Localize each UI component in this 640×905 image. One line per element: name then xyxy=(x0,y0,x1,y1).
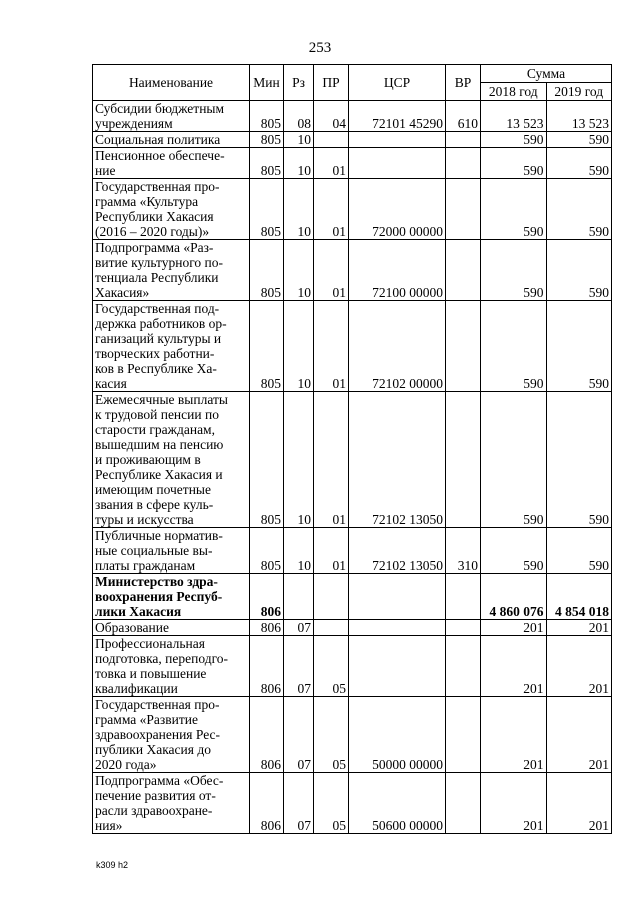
header-min: Мин xyxy=(250,65,284,101)
row-vr xyxy=(446,620,481,636)
row-sum-2018: 590 xyxy=(481,240,547,301)
row-min: 805 xyxy=(250,528,284,574)
header-sum: Сумма xyxy=(481,65,612,83)
row-csr: 72100 00000 xyxy=(349,240,446,301)
row-pr: 05 xyxy=(314,636,349,697)
row-vr xyxy=(446,773,481,834)
row-min: 805 xyxy=(250,392,284,528)
row-sum-2019: 201 xyxy=(546,620,612,636)
row-pr: 01 xyxy=(314,528,349,574)
row-sum-2019: 201 xyxy=(546,697,612,773)
row-min: 805 xyxy=(250,148,284,179)
row-vr xyxy=(446,697,481,773)
row-rz xyxy=(284,574,314,620)
table-row xyxy=(93,132,612,148)
row-sum-2019: 590 xyxy=(546,179,612,240)
row-sum-2018: 590 xyxy=(481,301,547,392)
table-row xyxy=(93,528,612,574)
row-rz: 07 xyxy=(284,697,314,773)
header-csr: ЦСР xyxy=(349,65,446,101)
row-csr xyxy=(349,620,446,636)
header-year-2018: 2018 год xyxy=(481,83,547,101)
row-pr: 05 xyxy=(314,697,349,773)
row-sum-2018: 13 523 xyxy=(481,101,547,132)
row-vr: 310 xyxy=(446,528,481,574)
row-csr xyxy=(349,636,446,697)
table-row xyxy=(93,636,612,697)
row-pr: 01 xyxy=(314,392,349,528)
table-body xyxy=(93,101,612,834)
row-min: 805 xyxy=(250,132,284,148)
row-csr xyxy=(349,132,446,148)
header-vr: ВР xyxy=(446,65,481,101)
table-row xyxy=(93,574,612,620)
row-rz: 07 xyxy=(284,773,314,834)
row-csr: 50000 00000 xyxy=(349,697,446,773)
row-name: Подпрограмма «Обес- печение развития от- расли здравоохране- ния» xyxy=(93,773,250,834)
row-sum-2018: 201 xyxy=(481,620,547,636)
row-sum-2019: 590 xyxy=(546,301,612,392)
row-sum-2018: 590 xyxy=(481,528,547,574)
row-pr xyxy=(314,132,349,148)
row-vr xyxy=(446,392,481,528)
row-min: 805 xyxy=(250,301,284,392)
row-min: 805 xyxy=(250,179,284,240)
row-csr: 72102 13050 xyxy=(349,392,446,528)
row-sum-2018: 590 xyxy=(481,148,547,179)
row-name: Министерство здра- воохранения Респуб- лики Хакасия xyxy=(93,574,250,620)
row-vr xyxy=(446,301,481,392)
header-name: Наименование xyxy=(93,65,250,101)
row-rz: 10 xyxy=(284,301,314,392)
table-row xyxy=(93,773,612,834)
row-name: Подпрограмма «Раз- витие культурного по- тенциала Республики Хакасия» xyxy=(93,240,250,301)
row-pr: 01 xyxy=(314,148,349,179)
table-row xyxy=(93,240,612,301)
header-year-2019: 2019 год xyxy=(546,83,612,101)
row-name: Образование xyxy=(93,620,250,636)
row-csr xyxy=(349,574,446,620)
row-sum-2019: 201 xyxy=(546,636,612,697)
row-min: 806 xyxy=(250,620,284,636)
row-name: Субсидии бюджетным учреждениям xyxy=(93,101,250,132)
row-sum-2018: 201 xyxy=(481,636,547,697)
row-csr: 72102 13050 xyxy=(349,528,446,574)
budget-table xyxy=(92,64,612,834)
row-name: Публичные норматив- ные социальные вы- платы гражданам xyxy=(93,528,250,574)
row-pr: 05 xyxy=(314,773,349,834)
row-sum-2018: 201 xyxy=(481,697,547,773)
row-name: Ежемесячные выплаты к трудовой пенсии по старости гражданам, вышедшим на пенсию и проживающим в Республике Хакасия и имеющим почетные звания в сфере куль- туры и искусства xyxy=(93,392,250,528)
row-vr xyxy=(446,148,481,179)
row-min: 805 xyxy=(250,240,284,301)
row-csr: 72000 00000 xyxy=(349,179,446,240)
row-min: 806 xyxy=(250,773,284,834)
table-row xyxy=(93,179,612,240)
row-sum-2019: 13 523 xyxy=(546,101,612,132)
table-row xyxy=(93,620,612,636)
row-pr: 04 xyxy=(314,101,349,132)
row-sum-2019: 590 xyxy=(546,148,612,179)
row-csr xyxy=(349,148,446,179)
row-rz: 07 xyxy=(284,620,314,636)
row-pr xyxy=(314,574,349,620)
row-vr: 610 xyxy=(446,101,481,132)
row-rz: 10 xyxy=(284,132,314,148)
row-min: 805 xyxy=(250,101,284,132)
row-sum-2018: 590 xyxy=(481,392,547,528)
row-rz: 10 xyxy=(284,392,314,528)
row-vr xyxy=(446,132,481,148)
row-sum-2019: 201 xyxy=(546,773,612,834)
row-csr: 50600 00000 xyxy=(349,773,446,834)
row-vr xyxy=(446,240,481,301)
row-sum-2019: 590 xyxy=(546,528,612,574)
row-csr: 72101 45290 xyxy=(349,101,446,132)
row-vr xyxy=(446,574,481,620)
row-vr xyxy=(446,636,481,697)
row-name: Социальная политика xyxy=(93,132,250,148)
row-rz: 08 xyxy=(284,101,314,132)
header-rz: Рз xyxy=(284,65,314,101)
header-pr: ПР xyxy=(314,65,349,101)
row-vr xyxy=(446,179,481,240)
row-rz: 10 xyxy=(284,148,314,179)
row-pr: 01 xyxy=(314,301,349,392)
table-header xyxy=(93,65,612,101)
row-min: 806 xyxy=(250,574,284,620)
row-name: Государственная про- грамма «Развитие здравоохранения Рес- публики Хакасия до 2020 года» xyxy=(93,697,250,773)
row-min: 806 xyxy=(250,697,284,773)
row-name: Пенсионное обеспече- ние xyxy=(93,148,250,179)
table-row xyxy=(93,301,612,392)
row-csr: 72102 00000 xyxy=(349,301,446,392)
row-sum-2018: 201 xyxy=(481,773,547,834)
row-sum-2019: 590 xyxy=(546,392,612,528)
row-rz: 10 xyxy=(284,528,314,574)
row-sum-2018: 590 xyxy=(481,179,547,240)
row-sum-2019: 590 xyxy=(546,240,612,301)
page-number: 253 xyxy=(308,40,332,56)
row-sum-2018: 590 xyxy=(481,132,547,148)
row-rz: 10 xyxy=(284,179,314,240)
row-rz: 10 xyxy=(284,240,314,301)
row-min: 806 xyxy=(250,636,284,697)
table-row xyxy=(93,697,612,773)
footer-code: k309 h2 xyxy=(96,860,129,870)
table-row xyxy=(93,101,612,132)
row-rz: 07 xyxy=(284,636,314,697)
row-pr: 01 xyxy=(314,240,349,301)
table-row xyxy=(93,392,612,528)
table-row xyxy=(93,148,612,179)
row-pr: 01 xyxy=(314,179,349,240)
row-name: Государственная про- грамма «Культура Республики Хакасия (2016 – 2020 годы)» xyxy=(93,179,250,240)
row-name: Профессиональная подготовка, переподго- товка и повышение квалификации xyxy=(93,636,250,697)
row-name: Государственная под- держка работников ор- ганизаций культуры и творческих работни- ков в Республике Ха- касия xyxy=(93,301,250,392)
row-pr xyxy=(314,620,349,636)
row-sum-2018: 4 860 076 xyxy=(481,574,547,620)
row-sum-2019: 590 xyxy=(546,132,612,148)
row-sum-2019: 4 854 018 xyxy=(546,574,612,620)
